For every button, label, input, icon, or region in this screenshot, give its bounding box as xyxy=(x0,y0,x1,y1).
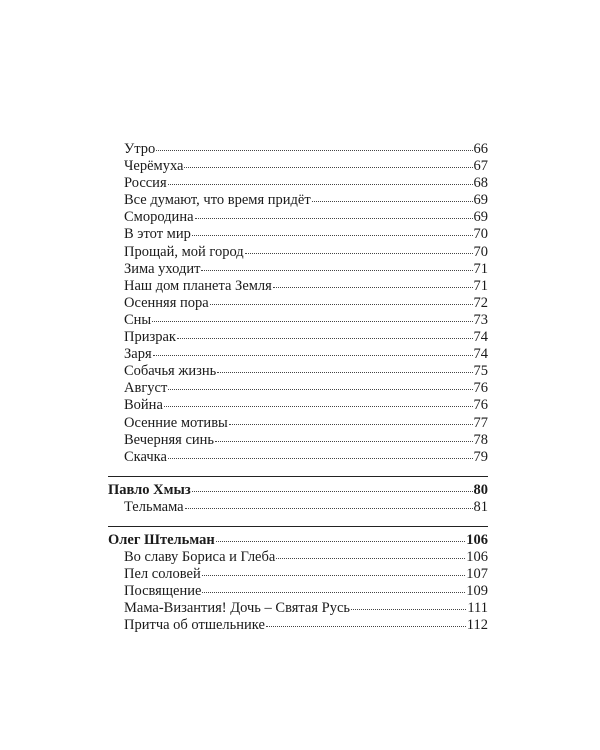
toc-entry xyxy=(108,312,488,329)
toc-entry xyxy=(108,600,488,617)
dot-leader xyxy=(216,541,466,542)
page-number: 77 xyxy=(473,414,488,431)
toc-entry xyxy=(108,158,488,175)
entry-title: Призрак xyxy=(124,329,176,346)
toc-entry xyxy=(108,415,488,432)
page-number: 112 xyxy=(466,617,488,634)
entry-title: Пел соловей xyxy=(124,566,201,583)
toc-entry xyxy=(108,432,488,449)
page-number: 67 xyxy=(473,158,488,175)
entry-title: Все думают, что время придёт xyxy=(124,192,311,209)
toc-entry xyxy=(108,380,488,397)
entry-title: Смородина xyxy=(124,209,194,226)
toc-entry xyxy=(108,617,488,634)
entry-title: Вечерняя синь xyxy=(124,431,215,448)
dot-leader xyxy=(168,458,473,459)
dot-leader xyxy=(210,304,473,305)
entry-title: Сны xyxy=(124,311,152,328)
dot-leader xyxy=(192,235,473,236)
entry-title: Посвящение xyxy=(124,583,202,600)
dot-leader xyxy=(245,253,473,254)
dot-leader xyxy=(201,270,472,271)
entry-title: Осенние мотивы xyxy=(124,414,228,431)
entry-title: Скачка xyxy=(124,448,167,465)
dot-leader xyxy=(217,372,472,373)
dot-leader xyxy=(152,321,472,322)
dot-leader xyxy=(168,184,473,185)
toc-entry xyxy=(108,278,488,295)
page-number: 78 xyxy=(473,431,488,448)
dot-leader xyxy=(215,441,472,442)
toc-author-heading xyxy=(108,532,488,549)
toc-entry xyxy=(108,549,488,566)
page-number: 69 xyxy=(473,192,488,209)
page-number: 74 xyxy=(473,329,488,346)
entry-title: Заря xyxy=(124,346,152,363)
dot-leader xyxy=(266,626,466,627)
page-number: 68 xyxy=(473,175,488,192)
page-number: 109 xyxy=(466,583,488,600)
entry-title: Осенняя пора xyxy=(124,294,209,311)
toc-entry xyxy=(108,566,488,583)
dot-leader xyxy=(312,201,473,202)
toc-entry xyxy=(108,397,488,414)
toc-entry xyxy=(108,329,488,346)
toc-entry xyxy=(108,141,488,158)
author-name: Олег Штельман xyxy=(108,531,215,548)
table-of-contents xyxy=(108,141,488,635)
entry-title: Россия xyxy=(124,175,167,192)
entry-title: Собачья жизнь xyxy=(124,363,217,380)
entry-title: Черёмуха xyxy=(124,158,184,175)
dot-leader xyxy=(351,609,466,610)
toc-entry xyxy=(108,244,488,261)
page-number: 71 xyxy=(473,277,488,294)
dot-leader xyxy=(153,355,473,356)
page-number: 70 xyxy=(473,243,488,260)
toc-entry xyxy=(108,295,488,312)
page-number: 72 xyxy=(473,294,488,311)
page-number: 106 xyxy=(466,549,488,566)
entry-title: Во славу Бориса и Глеба xyxy=(124,549,276,566)
page-number: 76 xyxy=(473,380,488,397)
entry-title: Тельмама xyxy=(124,498,184,515)
page-number: 69 xyxy=(473,209,488,226)
dot-leader xyxy=(276,558,465,559)
toc-entry xyxy=(108,209,488,226)
dot-leader xyxy=(177,338,473,339)
page-number: 106 xyxy=(466,531,488,548)
dot-leader xyxy=(156,150,472,151)
entry-title: Утро xyxy=(124,141,156,157)
dot-leader xyxy=(273,287,473,288)
author-name: Павло Хмыз xyxy=(108,481,191,498)
toc-entry xyxy=(108,363,488,380)
entry-title: Мама-Византия! Дочь – Святая Русь xyxy=(124,600,351,617)
page-number: 81 xyxy=(473,498,488,515)
dot-leader xyxy=(202,575,466,576)
entry-title: Наш дом планета Земля xyxy=(124,277,272,294)
page-number: 80 xyxy=(473,481,488,498)
dot-leader xyxy=(229,424,473,425)
page-number: 74 xyxy=(473,346,488,363)
toc-entry xyxy=(108,583,488,600)
section-divider xyxy=(108,476,488,477)
toc-entry xyxy=(108,192,488,209)
section-divider xyxy=(108,526,488,527)
entry-title: Война xyxy=(124,397,163,414)
entry-title: Притча об отшельнике xyxy=(124,617,265,634)
page-number: 66 xyxy=(473,141,488,157)
entry-title: Зима уходит xyxy=(124,260,201,277)
dot-leader xyxy=(185,508,473,509)
dot-leader xyxy=(192,491,473,492)
toc-entry xyxy=(108,226,488,243)
dot-leader xyxy=(195,218,473,219)
page-number: 70 xyxy=(473,226,488,243)
dot-leader xyxy=(164,406,473,407)
page-number: 76 xyxy=(473,397,488,414)
toc-entry xyxy=(108,175,488,192)
page-number: 71 xyxy=(473,260,488,277)
dot-leader xyxy=(202,592,465,593)
toc-entry xyxy=(108,449,488,466)
page-number: 111 xyxy=(467,600,488,617)
entry-title: Август xyxy=(124,380,168,397)
page-number: 107 xyxy=(466,566,488,583)
toc-entry xyxy=(108,499,488,516)
dot-leader xyxy=(168,389,472,390)
toc-author-heading xyxy=(108,482,488,499)
page-number: 75 xyxy=(473,363,488,380)
dot-leader xyxy=(184,167,472,168)
entry-title: Прощай, мой город xyxy=(124,243,244,260)
entry-title: В этот мир xyxy=(124,226,191,243)
toc-entry xyxy=(108,346,488,363)
toc-entry xyxy=(108,261,488,278)
page-number: 79 xyxy=(473,448,488,465)
page-number: 73 xyxy=(473,311,488,328)
